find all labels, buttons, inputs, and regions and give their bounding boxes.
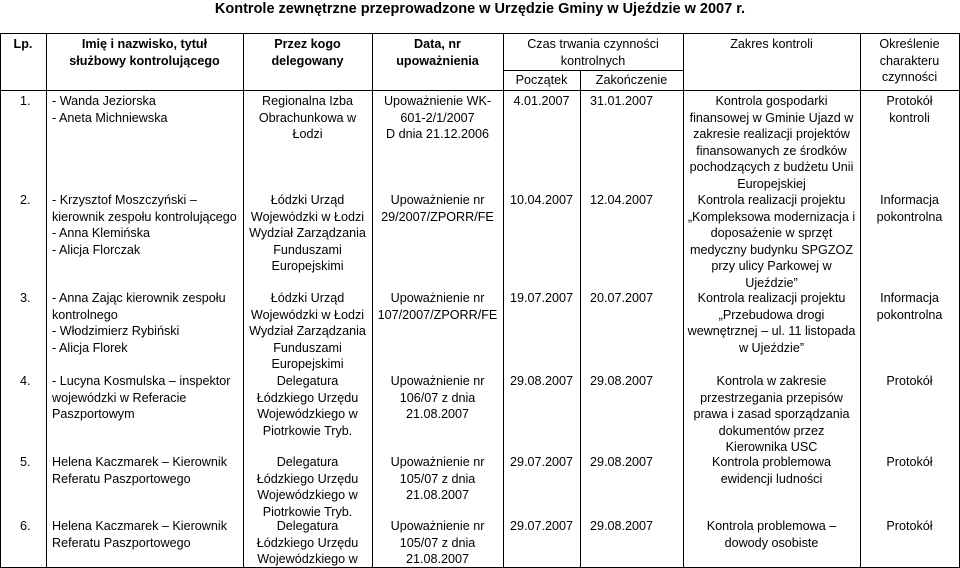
- row-5-date: Upoważnienie nr 105/07 z dnia 21.08.2007: [390, 455, 485, 502]
- header-start: Początek: [515, 73, 568, 87]
- row-5-end: 29.08.2007: [590, 455, 654, 469]
- row-4-type: Protokół: [886, 374, 933, 388]
- row-2-scope: Kontrola realizacji projektu „Kompleksowa modernizacja i doposażenie w sprzęt medyczny budynku SPGZOZ przy ulicy Parkowej w Ujeździe”: [687, 193, 856, 290]
- row-6-start: 29.07.2007: [509, 519, 574, 533]
- row-2-type: Informacja pokontrolna: [876, 193, 943, 224]
- header-delegated-by: Przez kogo delegowany: [271, 37, 344, 68]
- row-1-type: Protokół kontroli: [886, 94, 933, 125]
- inspections-table: [0, 33, 960, 568]
- header-lp: Lp.: [13, 37, 33, 51]
- row-1-name: - Wanda Jeziorska - Aneta Michniewska: [52, 94, 168, 125]
- row-2-end: 12.04.2007: [590, 193, 654, 207]
- row-3-delegated-by: Łódzki Urząd Wojewódzki w Łodzi Wydział Zarządzania Funduszami Europejskimi: [249, 291, 366, 371]
- document-title: Kontrole zewnętrzne przeprowadzone w Urzędzie Gminy w Ujeździe w 2007 r.: [214, 1, 746, 17]
- row-4-name: - Lucyna Kosmulska – inspektor wojewódzki w Referacie Paszportowym: [52, 374, 231, 421]
- row-3-date: Upoważnienie nr 107/2007/ZPORR/FE: [377, 291, 498, 322]
- row-6-name: Helena Kaczmarek – Kierownik Referatu Paszportowego: [52, 519, 227, 550]
- row-4-date: Upoważnienie nr 106/07 z dnia 21.08.2007: [390, 374, 485, 421]
- row-6-lp: 6.: [20, 519, 31, 533]
- row-6-date: Upoważnienie nr 105/07 z dnia 21.08.2007: [390, 519, 485, 566]
- header-divider: [0, 90, 960, 91]
- row-5-name: Helena Kaczmarek – Kierownik Referatu Paszportowego: [52, 455, 227, 486]
- row-4-end: 29.08.2007: [590, 374, 654, 388]
- column-divider: [46, 33, 47, 568]
- header-name: Imię i nazwisko, tytuł służbowy kontrolującego: [69, 37, 220, 68]
- row-2-lp: 2.: [20, 193, 31, 207]
- row-2-name: - Krzysztof Moszczyński – kierownik zespołu kontrolującego - Anna Klemińska - Alicja Florczak: [52, 193, 237, 257]
- header-scope: Zakres kontroli: [730, 37, 813, 51]
- header-type: Określenie charakteru czynności: [879, 37, 940, 84]
- column-divider: [0, 33, 1, 568]
- row-3-lp: 3.: [20, 291, 31, 305]
- row-3-type: Informacja pokontrolna: [876, 291, 943, 322]
- row-6-type: Protokół: [886, 519, 933, 533]
- row-5-delegated-by: Delegatura Łódzkiego Urzędu Wojewódzkiego w Piotrkowie Tryb.: [256, 455, 359, 519]
- row-3-start: 19.07.2007: [509, 291, 574, 305]
- row-1-date: Upoważnienie WK- 601-2/1/2007 D dnia 21.12.2006: [383, 94, 492, 141]
- row-6-scope: Kontrola problemowa – dowody osobiste: [706, 519, 837, 550]
- row-6-delegated-by: Delegatura Łódzkiego Urzędu Wojewódzkiego w: [256, 519, 359, 566]
- row-2-start: 10.04.2007: [509, 193, 574, 207]
- row-6-end: 29.08.2007: [590, 519, 654, 533]
- row-5-start: 29.07.2007: [509, 455, 574, 469]
- row-5-scope: Kontrola problemowa ewidencji ludności: [711, 455, 831, 486]
- row-4-lp: 4.: [20, 374, 31, 388]
- row-1-scope: Kontrola gospodarki finansowej w Gminie Ujazd w zakresie realizacji projektów finansowanych ze środków pochodzących z budżetu Unii Europejskiej: [689, 94, 854, 191]
- row-4-start: 29.08.2007: [509, 374, 574, 388]
- row-4-delegated-by: Delegatura Łódzkiego Urzędu Wojewódzkiego w Piotrkowie Tryb.: [256, 374, 359, 438]
- row-1-start: 4.01.2007: [513, 94, 570, 108]
- header-end: Zakończenie: [595, 73, 668, 87]
- row-5-lp: 5.: [20, 455, 31, 469]
- row-1-lp: 1.: [20, 94, 31, 108]
- header-date: Data, nr upoważnienia: [396, 37, 479, 68]
- row-5-type: Protokół: [886, 455, 933, 469]
- table-border-top: [0, 33, 960, 34]
- duration-subheader-line: [503, 70, 683, 71]
- column-divider: [580, 70, 581, 568]
- header-duration: Czas trwania czynności kontrolnych: [527, 37, 659, 68]
- row-2-delegated-by: Łódzki Urząd Wojewódzki w Łodzi Wydział Zarządzania Funduszami Europejskimi: [249, 193, 366, 273]
- row-3-end: 20.07.2007: [590, 291, 654, 305]
- row-3-name: - Anna Zając kierownik zespołu kontrolnego - Włodzimierz Rybiński - Alicja Florek: [52, 291, 226, 355]
- row-1-delegated-by: Regionalna Izba Obrachunkowa w Łodzi: [258, 94, 357, 141]
- row-4-scope: Kontrola w zakresie przestrzegania przepisów prawa i zasad sporządzania dokumentów przez Kierownika USC: [693, 374, 850, 454]
- row-3-scope: Kontrola realizacji projektu „Przebudowa drogi wewnętrznej – ul. 11 listopada w Ujeździe”: [687, 291, 856, 355]
- row-1-end: 31.01.2007: [590, 94, 654, 108]
- row-2-date: Upoważnienie nr 29/2007/ZPORR/FE: [381, 193, 494, 224]
